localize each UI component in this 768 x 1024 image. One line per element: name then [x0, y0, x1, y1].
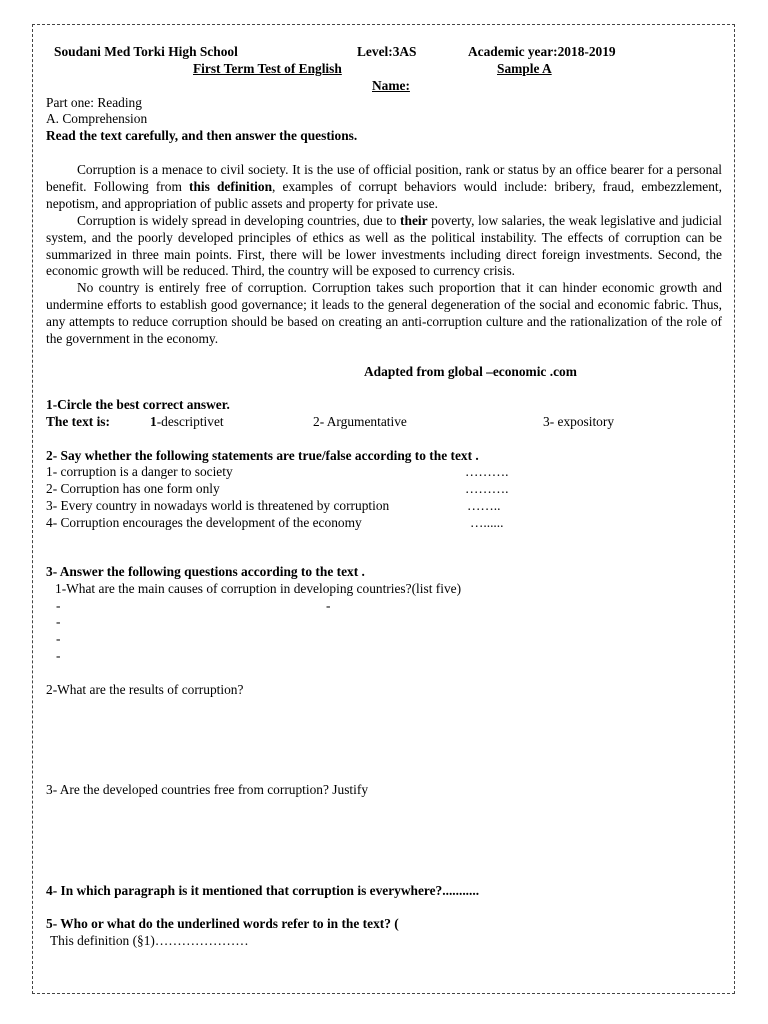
section-title: A. Comprehension: [46, 111, 148, 126]
sample-label: Sample A: [497, 61, 552, 76]
paragraph-1: Corruption is a menace to civil society. It is the use of official position, rank or status by an office bearer for a personal benefit. Following from this definition, examples of corrupt behaviors would include: bribery, fraud, embezzlement, nepotism, and appropriation of public assets and property for private use.: [46, 162, 722, 211]
academic-year: Academic year:2018-2019: [468, 44, 616, 59]
paragraph-3: No country is entirely free of corruption. Corruption takes such proportion that it can hinder economic growth and undermine efforts to establish good governance; it leads to the general degeneration of the social and economic fabric. Thus, any attempts to reduce corruption should be based on creating an anti-corruption culture and the rationalization of the role of the government in the economy.: [46, 280, 722, 347]
q3-sub-question-1: 1-What are the main causes of corruption in developing countries?(list five): [55, 581, 462, 596]
reading-text: [46, 162, 722, 348]
answer-dash-5[interactable]: -: [56, 648, 61, 663]
name-label: Name:: [372, 78, 410, 93]
q3-sub-question-3: 3- Are the developed countries free from corruption? Justify: [46, 782, 369, 797]
q1-stem: The text is:: [46, 414, 110, 429]
answer-dash-4[interactable]: -: [56, 631, 61, 646]
q1-option-2[interactable]: 2- Argumentative: [313, 414, 407, 429]
answer-dash-3[interactable]: -: [56, 614, 61, 629]
q2-statement-2: 2- Corruption has one form only: [46, 481, 220, 496]
q2-blank-1[interactable]: ……….: [465, 464, 509, 479]
q2-blank-4[interactable]: …......: [470, 515, 504, 530]
test-title: First Term Test of English: [193, 61, 342, 76]
answer-dash-1[interactable]: -: [56, 598, 61, 613]
part-title: Part one: Reading: [46, 95, 142, 110]
instruction: Read the text carefully, and then answer the questions.: [46, 128, 358, 143]
q2-statement-4: 4- Corruption encourages the development of the economy: [46, 515, 362, 530]
q5-item-1: This definition (§1)…………………: [50, 933, 249, 948]
q3-sub-question-2: 2-What are the results of corruption?: [46, 682, 244, 697]
their-ref: their: [400, 212, 428, 228]
q2-heading: 2- Say whether the following statements are true/false according to the text .: [46, 448, 479, 463]
q2-blank-3[interactable]: ……..: [467, 498, 501, 513]
paragraph-2: Corruption is widely spread in developing countries, due to their poverty, low salaries, the weak legislative and judicial system, and the poorly developed principles of ethics as well as the political instability. The effects of corruption can be summarized in three main points. First, there will be lower investments including direct foreign investments. Second, the economic growth will be reduced. Third, the country will be exposed to currency crisis.: [46, 212, 722, 279]
answer-dash-2[interactable]: -: [326, 598, 331, 613]
q2-statement-1: 1- corruption is a danger to society: [46, 464, 233, 479]
q4-heading: 4- In which paragraph is it mentioned that corruption is everywhere?...........: [46, 883, 480, 898]
q2-blank-2[interactable]: ……….: [465, 481, 509, 496]
q3-heading: 3- Answer the following questions according to the text .: [46, 564, 365, 579]
school-name: Soudani Med Torki High School: [54, 44, 238, 59]
q1-heading: 1-Circle the best correct answer.: [46, 397, 230, 412]
this-definition-ref: this definition: [189, 178, 273, 194]
q1-option-1[interactable]: 1-descriptivet: [150, 414, 224, 429]
level-label: Level:3AS: [357, 44, 417, 59]
q2-statement-3: 3- Every country in nowadays world is threatened by corruption: [46, 498, 390, 513]
source-line: Adapted from global –economic .com: [364, 364, 577, 379]
q1-option-3[interactable]: 3- expository: [543, 414, 615, 429]
q5-heading: 5- Who or what do the underlined words refer to in the text? (: [46, 916, 399, 931]
